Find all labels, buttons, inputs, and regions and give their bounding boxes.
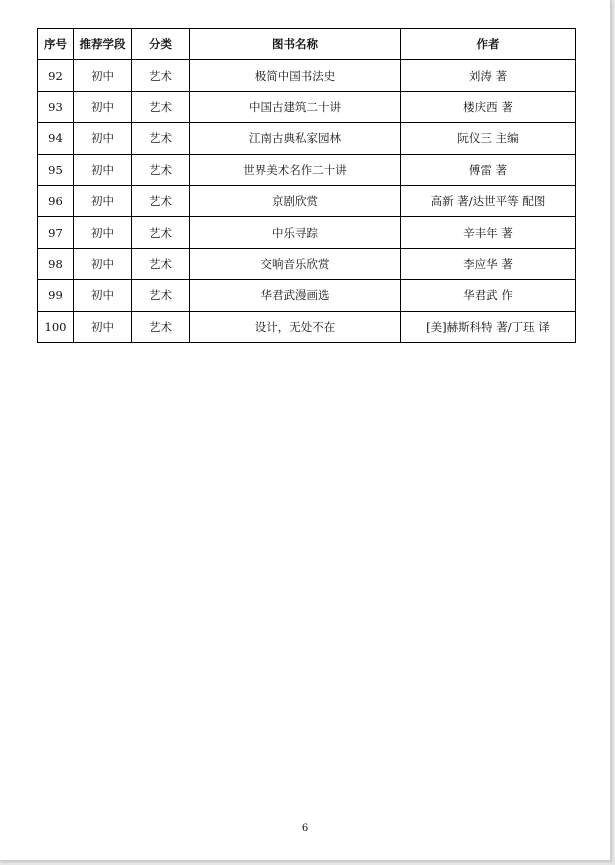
cell-serial-number: 100 xyxy=(38,311,74,342)
cell-author: 华君武 作 xyxy=(401,280,576,311)
cell-serial-number: 92 xyxy=(38,60,74,91)
table-row xyxy=(38,154,576,185)
cell-stage: 初中 xyxy=(74,154,132,185)
table-row xyxy=(38,217,576,248)
page-number: 6 xyxy=(301,823,309,834)
cell-author: 李应华 著 xyxy=(401,248,576,279)
cell-book-title: 中国古建筑二十讲 xyxy=(190,91,401,122)
header-book-title: 图书名称 xyxy=(190,29,401,60)
cell-category: 艺术 xyxy=(132,248,190,279)
cell-author: 阮仪三 主编 xyxy=(401,123,576,154)
cell-stage: 初中 xyxy=(74,248,132,279)
header-serial-number: 序号 xyxy=(38,29,74,60)
cell-category: 艺术 xyxy=(132,154,190,185)
table-row xyxy=(38,185,576,216)
cell-book-title: 江南古典私家园林 xyxy=(190,123,401,154)
cell-book-title: 华君武漫画选 xyxy=(190,280,401,311)
table-row xyxy=(38,123,576,154)
cell-book-title: 极简中国书法史 xyxy=(190,60,401,91)
table-row xyxy=(38,311,576,342)
cell-author: 辛丰年 著 xyxy=(401,217,576,248)
header-category: 分类 xyxy=(132,29,190,60)
book-list-table xyxy=(37,28,576,343)
cell-serial-number: 95 xyxy=(38,154,74,185)
cell-book-title: 中乐寻踪 xyxy=(190,217,401,248)
cell-serial-number: 93 xyxy=(38,91,74,122)
cell-category: 艺术 xyxy=(132,217,190,248)
cell-stage: 初中 xyxy=(74,123,132,154)
cell-author: 楼庆西 著 xyxy=(401,91,576,122)
cell-stage: 初中 xyxy=(74,217,132,248)
cell-category: 艺术 xyxy=(132,280,190,311)
cell-author: [美]赫斯科特 著/丁珏 译 xyxy=(401,311,576,342)
cell-book-title: 世界美术名作二十讲 xyxy=(190,154,401,185)
cell-category: 艺术 xyxy=(132,60,190,91)
table-row xyxy=(38,248,576,279)
cell-serial-number: 94 xyxy=(38,123,74,154)
cell-stage: 初中 xyxy=(74,280,132,311)
table-row xyxy=(38,280,576,311)
cell-author: 傅雷 著 xyxy=(401,154,576,185)
cell-serial-number: 99 xyxy=(38,280,74,311)
cell-category: 艺术 xyxy=(132,185,190,216)
table-header-row xyxy=(38,29,576,60)
cell-serial-number: 97 xyxy=(38,217,74,248)
table-row xyxy=(38,91,576,122)
cell-stage: 初中 xyxy=(74,185,132,216)
table-row xyxy=(38,60,576,91)
cell-author: 刘涛 著 xyxy=(401,60,576,91)
cell-serial-number: 98 xyxy=(38,248,74,279)
header-recommended-stage: 推荐学段 xyxy=(74,29,132,60)
cell-book-title: 设计，无处不在 xyxy=(190,311,401,342)
cell-stage: 初中 xyxy=(74,91,132,122)
cell-stage: 初中 xyxy=(74,311,132,342)
cell-stage: 初中 xyxy=(74,60,132,91)
header-author: 作者 xyxy=(401,29,576,60)
cell-book-title: 京剧欣赏 xyxy=(190,185,401,216)
cell-category: 艺术 xyxy=(132,123,190,154)
cell-serial-number: 96 xyxy=(38,185,74,216)
cell-category: 艺术 xyxy=(132,311,190,342)
cell-category: 艺术 xyxy=(132,91,190,122)
cell-book-title: 交响音乐欣赏 xyxy=(190,248,401,279)
cell-author: 高新 著/达世平等 配图 xyxy=(401,185,576,216)
